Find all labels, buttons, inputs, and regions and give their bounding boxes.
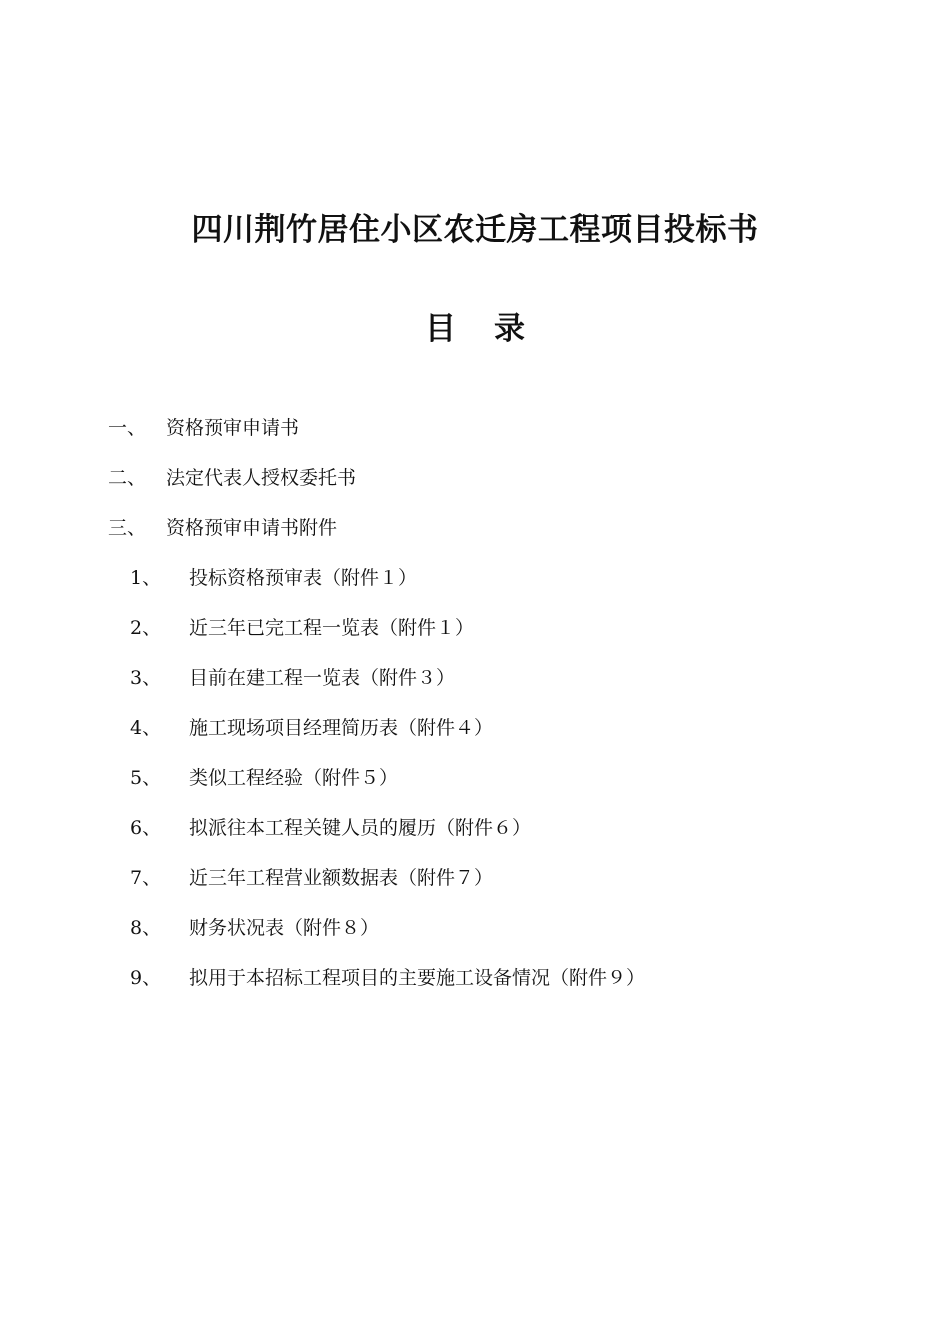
toc-item-text: 资格预审申请书 xyxy=(166,417,300,439)
toc-subitem[interactable] xyxy=(0,853,950,903)
toc-item-number: 8、 xyxy=(130,917,162,939)
toc-heading xyxy=(0,306,950,352)
toc-item-number: 三、 xyxy=(108,517,147,539)
toc-item[interactable] xyxy=(0,503,950,553)
toc-item-number: 1、 xyxy=(130,567,162,589)
toc-item-text: 近三年已完工程一览表（附件１） xyxy=(189,617,475,639)
toc-subitem[interactable] xyxy=(0,603,950,653)
toc-item-text: 目前在建工程一览表（附件３） xyxy=(189,667,456,689)
toc-item-number: 7、 xyxy=(130,867,162,889)
toc-item-number: 5、 xyxy=(130,767,162,789)
toc-item-number: 3、 xyxy=(130,667,162,689)
toc-item-number: 二、 xyxy=(108,467,147,489)
toc-subitem[interactable] xyxy=(0,553,950,603)
toc-item-text: 拟派往本工程关键人员的履历（附件６） xyxy=(189,817,532,839)
toc-item-text: 近三年工程营业额数据表（附件７） xyxy=(189,867,494,889)
toc-subitem[interactable] xyxy=(0,803,950,853)
toc-list xyxy=(0,403,950,1003)
toc-item-text: 资格预审申请书附件 xyxy=(166,517,338,539)
toc-subitem[interactable] xyxy=(0,653,950,703)
toc-item-text: 投标资格预审表（附件１） xyxy=(189,567,418,589)
toc-item-number: 6、 xyxy=(130,817,162,839)
toc-item-number: 一、 xyxy=(108,417,147,439)
toc-item-text: 法定代表人授权委托书 xyxy=(166,467,357,489)
toc-subitem[interactable] xyxy=(0,703,950,753)
toc-item-number: 4、 xyxy=(130,717,162,739)
toc-subitem[interactable] xyxy=(0,953,950,1003)
toc-item-text: 拟用于本招标工程项目的主要施工设备情况（附件９） xyxy=(189,967,646,989)
toc-item-text: 财务状况表（附件８） xyxy=(189,917,380,939)
toc-heading-char-1: 目 xyxy=(425,311,456,347)
toc-item-number: 2、 xyxy=(130,617,162,639)
toc-item-number: 9、 xyxy=(130,967,162,989)
toc-item-text: 施工现场项目经理简历表（附件４） xyxy=(189,717,494,739)
document-title: 四川荆竹居住小区农迁房工程项目投标书 xyxy=(191,212,759,248)
toc-item[interactable] xyxy=(0,403,950,453)
toc-heading-char-2: 录 xyxy=(494,311,525,347)
toc-item-text: 类似工程经验（附件５） xyxy=(189,767,399,789)
toc-subitem[interactable] xyxy=(0,753,950,803)
toc-item[interactable] xyxy=(0,453,950,503)
toc-subitem[interactable] xyxy=(0,903,950,953)
